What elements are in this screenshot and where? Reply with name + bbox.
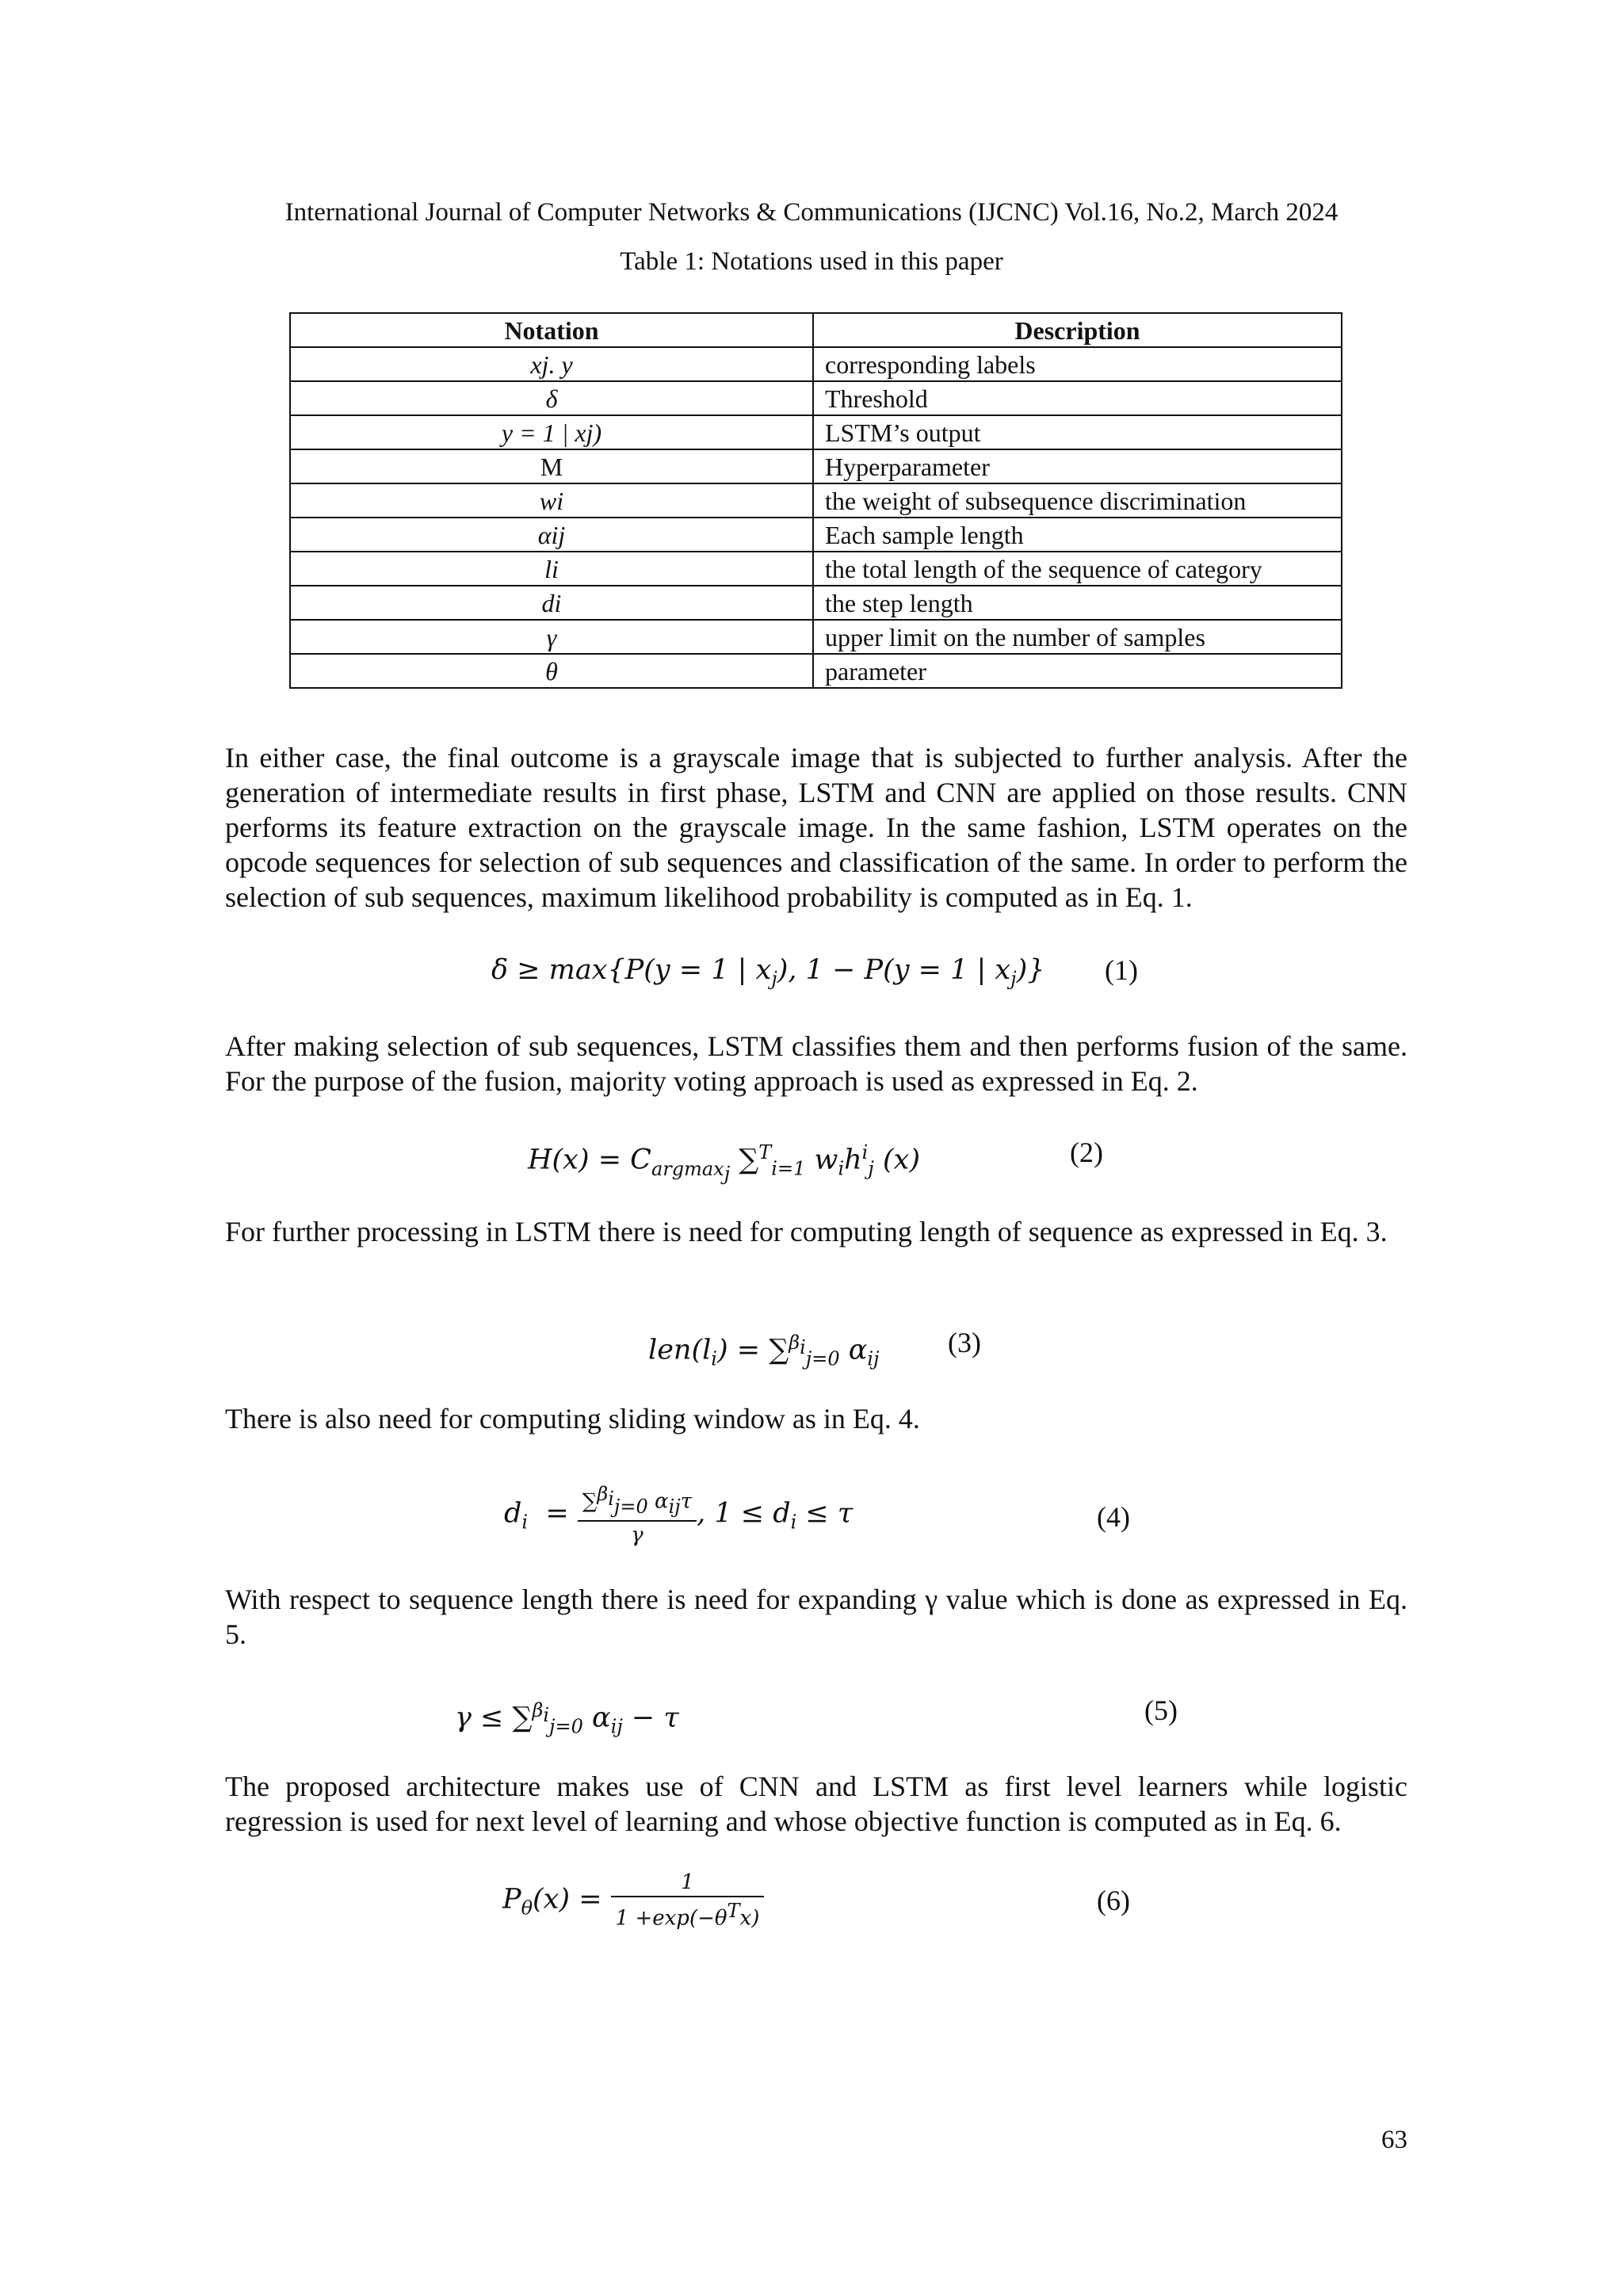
- table-row: [290, 483, 1342, 518]
- equation-2-number: (2): [1070, 1137, 1103, 1168]
- table-row: [290, 620, 1342, 654]
- notations-table: [289, 312, 1342, 689]
- equation-2: $H(x) = C_{argmax_j}$ ∑$^T_{i=1}$ $w_ih^i_j$ (x): [528, 1141, 920, 1185]
- notation-cell: li: [290, 552, 813, 586]
- equation-1: δ ≥ max{P(y = 1 | $x_j$), 1 − P(y = 1 | $x_j$)}: [491, 954, 1045, 990]
- description-cell: the total length of the sequence of category: [813, 552, 1342, 586]
- notation-cell: di: [290, 586, 813, 620]
- table-row: [290, 552, 1342, 586]
- description-cell: LSTM’s output: [813, 415, 1342, 449]
- notation-cell: θ: [290, 654, 813, 688]
- equation-5: γ ≤ ∑$^{\beta_i}_{j=0}$ $\alpha_{ij} - \tau$: [455, 1699, 679, 1738]
- notation-cell: αij: [290, 518, 813, 552]
- notation-cell: y = 1 | xj): [290, 415, 813, 449]
- table-row: [290, 347, 1342, 381]
- notation-cell: γ: [290, 620, 813, 654]
- table-caption: Table 1: Notations used in this paper: [620, 247, 1003, 276]
- paragraph-window: There is also need for computing sliding window as in Eq. 4.: [225, 1403, 920, 1435]
- description-cell: upper limit on the number of samples: [813, 620, 1342, 654]
- paragraph-length: For further processing in LSTM there is need for computing length of sequence as expressed in Eq. 3.: [225, 1216, 1388, 1247]
- column-header-description: Description: [813, 313, 1342, 347]
- notation-text: xj. y: [530, 350, 573, 379]
- table-row: [290, 449, 1342, 483]
- description-cell: the weight of subsequence discrimination: [813, 483, 1342, 518]
- equation-1-number: (1): [1105, 954, 1138, 986]
- page-number: 63: [1381, 2126, 1407, 2154]
- equation-3: $len(l_i) = \sum^{\beta_i}_{j=0}$ $\alpha_{ij}$: [648, 1331, 880, 1370]
- description-cell: Threshold: [813, 381, 1342, 415]
- equation-4: $d_i$ = $\frac{\sum^{\beta_i}_{j=0} \alpha_{ij}\tau}{\gamma}$ , $1 \le d_i \le \tau$: [504, 1480, 853, 1549]
- notation-cell: [290, 347, 813, 381]
- notation-cell: wi: [290, 483, 813, 518]
- description-cell: the step length: [813, 586, 1342, 620]
- table-row: [290, 518, 1342, 552]
- equation-6: $P_\theta(x)$ = $\frac{1}{1 +\exp(-\theta^Tx)}$: [502, 1869, 764, 1932]
- equation-4-number: (4): [1097, 1501, 1130, 1533]
- description-cell: corresponding labels: [813, 347, 1342, 381]
- notation-cell: M: [290, 449, 813, 483]
- paragraph-architecture: The proposed architecture makes use of CNN and LSTM as first level learners while logistic regression is used for next level of learning and whose objective function is computed as in Eq. 6.: [225, 1771, 1407, 1837]
- description-cell: parameter: [813, 654, 1342, 688]
- paragraph-fusion: After making selection of sub sequences, LSTM classifies them and then performs fusion of the same. For the purpose of the fusion, majority voting approach is used as expressed in Eq. 2.: [225, 1030, 1407, 1097]
- table-row: [290, 586, 1342, 620]
- table-row: [290, 381, 1342, 415]
- notation-cell: δ: [290, 381, 813, 415]
- description-cell: Each sample length: [813, 518, 1342, 552]
- table-row: [290, 654, 1342, 688]
- journal-header: International Journal of Computer Networks & Communications (IJCNC) Vol.16, No.2, March 2024: [285, 198, 1338, 227]
- equation-5-number: (5): [1144, 1694, 1178, 1726]
- table-header-row: [290, 313, 1342, 347]
- equation-6-number: (6): [1097, 1885, 1130, 1916]
- table-row: [290, 415, 1342, 449]
- description-cell: Hyperparameter: [813, 449, 1342, 483]
- paragraph-gamma: With respect to sequence length there is need for expanding γ value which is done as expressed in Eq. 5.: [225, 1584, 1407, 1650]
- equation-3-number: (3): [948, 1327, 981, 1358]
- column-header-notation: Notation: [290, 313, 813, 347]
- paragraph-intro: In either case, the final outcome is a grayscale image that is subjected to further analysis. After the generation of intermediate results in first phase, LSTM and CNN are applied on those results. CNN performs its feature extraction on the grayscale image. In the same fashion, LSTM operates on the opcode sequences for selection of sub sequences and classification of the same. In order to perform the selection of sub sequences, maximum likelihood probability is computed as in Eq. 1.: [225, 742, 1407, 913]
